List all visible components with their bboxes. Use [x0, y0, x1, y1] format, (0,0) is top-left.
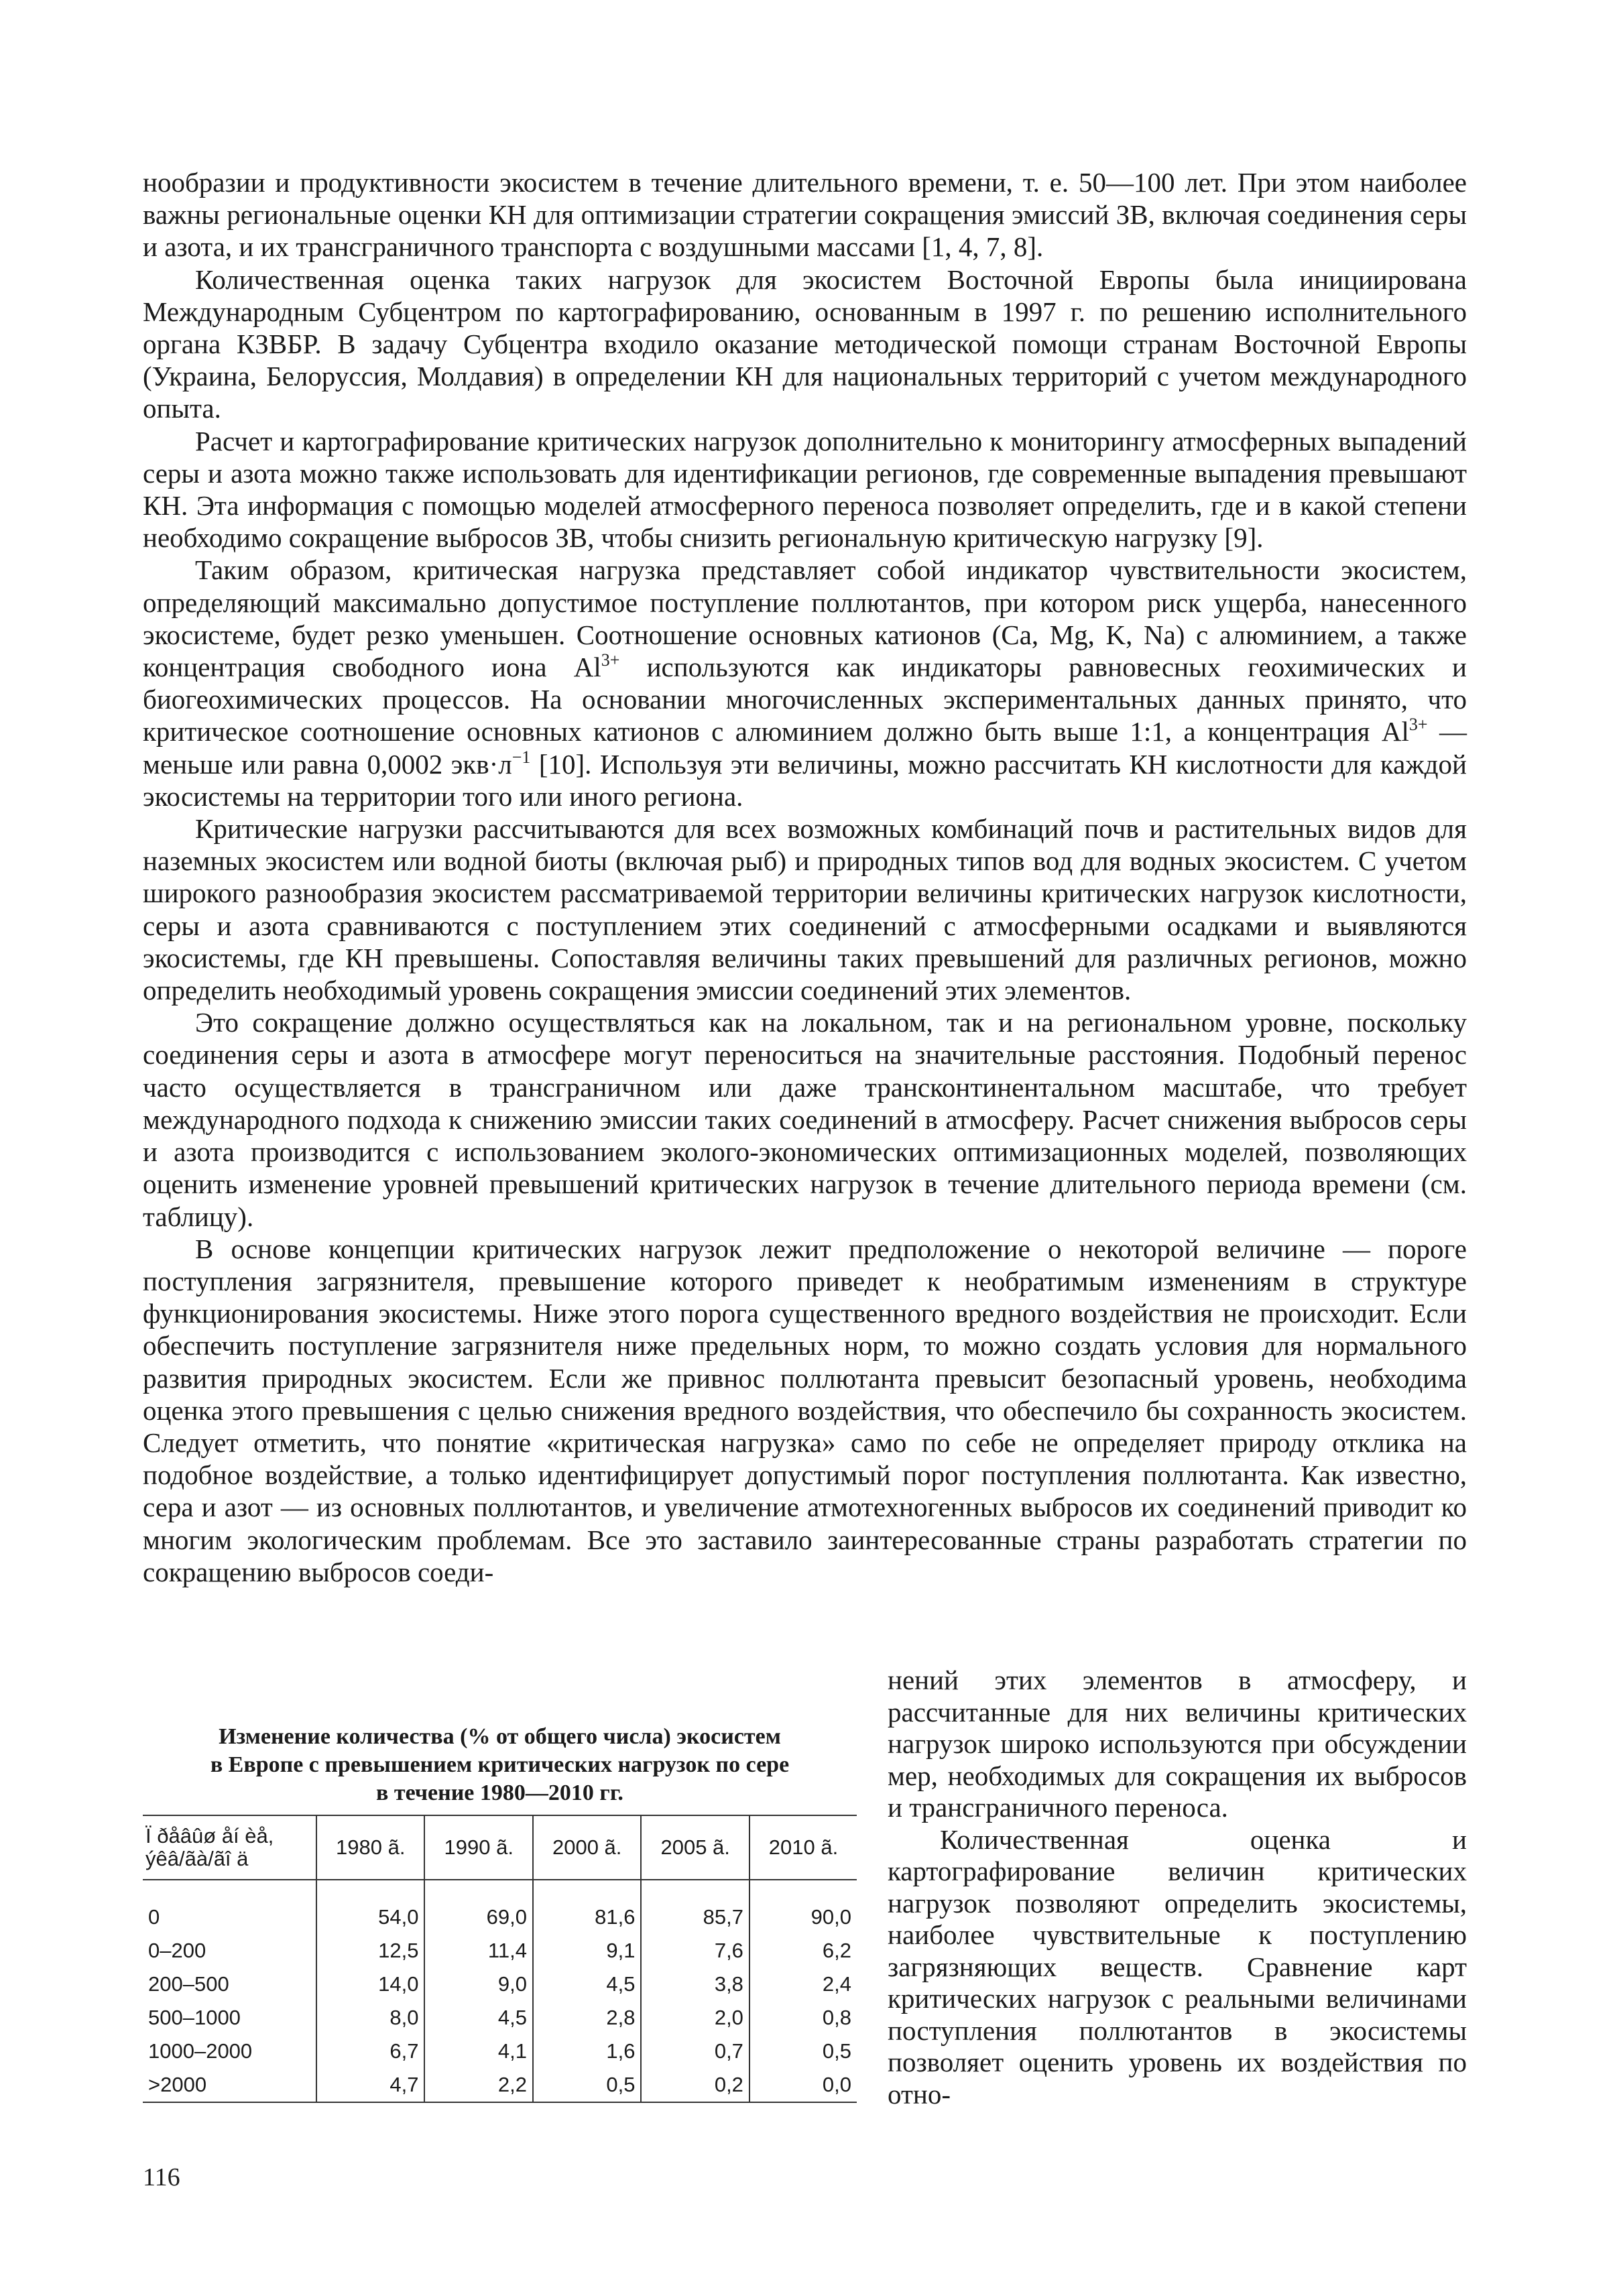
table-caption-line: Изменение количества (% от общего числа) экосистем	[219, 1724, 781, 1749]
right-text-column	[888, 1665, 1467, 2110]
table-cell: 0,7	[641, 2035, 749, 2068]
table-row	[143, 2035, 857, 2068]
row-label: 500–1000	[148, 2006, 241, 2029]
paragraph-6: Это сокращение должно осуществляться как на локальном, так и на региональном уровне, поскольку соединения серы и азота в атмосфере могут переноситься на значительные расстояния. Подобный перенос часто осуществляется в трансграничном или даже трансконтинентальном масштабе, что требует международного подхода к снижению эмиссии таких соединений в атмосферу. Расчет снижения выбросов серы и азота производится с использованием эколого-экономических оптимизационных моделей, позволяющих оценить изменение уровней превышений критических нагрузок в течение длительного периода времени (см. таблицу).	[143, 1007, 1467, 1232]
table-cell: 14,0	[316, 1968, 424, 2001]
table-cell: 2,8	[533, 2001, 641, 2035]
table-caption-line: в Европе с превышением критических нагрузок по сере	[210, 1752, 790, 1777]
corner-header: Ï ðåâûø åí èå, ýêâ/ãà/ãî ä	[143, 1815, 316, 1880]
table-caption-line: в течение 1980—2010 гг.	[376, 1780, 623, 1805]
paragraph-1: нообразии и продуктивности экосистем в течение длительного времени, т. е. 50—100 лет. При этом наиболее важны региональные оценки КН для оптимизации стратегии сокращения эмиссий ЗВ, включая соединения серы и азота, и их трансграничного транспорта с воздушными массами [1, 4, 7, 8].	[143, 167, 1467, 263]
superscript: 3+	[601, 650, 620, 670]
row-label: >2000	[143, 2068, 316, 2102]
table-cell: 0,5	[533, 2068, 641, 2102]
table-cell: 0,0	[749, 2068, 857, 2102]
table-row	[143, 1968, 857, 2001]
table-cell: 7,6	[641, 1934, 749, 1968]
paragraph-4-part-b: используются как индикаторы равновесных геохимических и биогеохимических процессов. На основании многочисленных экспериментальных данных принято, что критическое соотношение основных катионов с алюминием должно быть выше 1:1, а концентрация Al	[143, 652, 1467, 747]
table-cell: 8,0	[316, 2001, 424, 2035]
row-label: 0	[148, 1905, 160, 1929]
paragraph-3: Расчет и картографирование критических нагрузок дополнительно к мониторингу атмосферных выпадений серы и азота можно также использовать для идентификации регионов, где современные выпадения превышают КН. Эта информация с помощью моделей атмосферного переноса позволяет определить, где и в какой степени необходимо сокращение выбросов ЗВ, чтобы снизить региональную критическую нагрузку [9].	[143, 425, 1467, 554]
right-paragraph-2: Количественная оценка и картографирование величин критических нагрузок позволяют определить экосистемы, наиболее чувствительные к поступлению загрязняющих веществ. Сравнение карт критических нагрузок с реальными величинами поступления поллютантов в экосистемы позволяет оценить уровень их воздействия по отно-	[888, 1823, 1467, 2110]
table-row	[143, 1934, 857, 1968]
table-cell: 0,8	[749, 2001, 857, 2035]
paragraph-2: Количественная оценка таких нагрузок для экосистем Восточной Европы была инициирована Международным Субцентром по картографированию, основанным в 1997 г. по решению исполнительного органа КЗВБР. В задачу Субцентра входило оказание методической помощи странам Восточной Европы (Украина, Белоруссия, Молдавия) в определении КН для национальных территорий с учетом международного опыта.	[143, 263, 1467, 424]
table-cell: 3,8	[641, 1968, 749, 2001]
paragraph-4	[143, 554, 1467, 812]
row-label: 0–200	[148, 1939, 206, 1962]
paragraph-4-part-c: — меньше или равна 0,0002 экв·л	[143, 716, 1467, 780]
table-cell: 69,0	[424, 1880, 532, 1934]
table-row	[143, 2001, 857, 2035]
exceedance-table	[143, 1815, 857, 2103]
table-cell: 9,1	[533, 1934, 641, 1968]
row-label: 200–500	[148, 1972, 229, 1996]
year-header: 2005 ã.	[641, 1815, 749, 1880]
year-header: 2010 ã.	[749, 1815, 857, 1880]
paragraph-7: В основе концепции критических нагрузок лежит предположение о некоторой величине — пороге поступления загрязнителя, превышение которого приведет к необратимым изменениям в структуре функционирования экосистемы. Ниже этого порога существенного вредного воздействия не происходит. Если обеспечить поступление загрязнителя ниже предельных норм, то можно создать условия для нормального развития природных экосистем. Если же привнос поллютанта превысит безопасный уровень, необходима оценка этого превышения с целью снижения вредного воздействия, что обеспечило бы сохранность экосистем. Следует отметить, что понятие «критическая нагрузка» само по себе не определяет природу отклика на подобное воздействие, а только идентифицирует допустимый порог поступления поллютанта. Как известно, сера и азот — из основных поллютантов, и увеличение атмотехногенных выбросов их соединений приводит ко многим экологическим проблемам. Все это заставило заинтересованные страны разработать стратегии по сокращению выбросов соеди-	[143, 1233, 1467, 1587]
table-cell: 4,5	[424, 2001, 532, 2035]
year-header: 1980 ã.	[316, 1815, 424, 1880]
table-header-row	[143, 1815, 857, 1880]
table-cell: 4,5	[533, 1968, 641, 2001]
table-cell: 12,5	[316, 1934, 424, 1968]
table-cell: 54,0	[316, 1880, 424, 1934]
table-cell: 4,1	[424, 2035, 532, 2068]
table-cell: 2,0	[641, 2001, 749, 2035]
table-row	[143, 2068, 857, 2102]
row-label: 1000–2000	[148, 2039, 253, 2063]
paragraph-5: Критические нагрузки рассчитываются для всех возможных комбинаций почв и растительных видов для наземных экосистем или водной биоты (включая рыб) и природных типов вод для водных экосистем. С учетом широкого разнообразия экосистем рассматриваемой территории величины критических нагрузок кислотности, серы и азота сравниваются с поступлением этих соединений с атмосферными осадками и выявляются экосистемы, где КН превышены. Сопоставляя величины таких превышений для различных регионов, можно определить необходимый уровень сокращения эмиссии соединений этих элементов.	[143, 813, 1467, 1006]
table-cell: 2,4	[749, 1968, 857, 2001]
table-cell: 6,2	[749, 1934, 857, 1968]
table-row	[143, 1880, 857, 1934]
main-text-column	[143, 166, 1467, 1588]
table-cell: 9,0	[424, 1968, 532, 2001]
table-cell: 85,7	[641, 1880, 749, 1934]
table-cell: 90,0	[749, 1880, 857, 1934]
table-caption	[143, 1723, 857, 1807]
superscript: −1	[512, 747, 531, 767]
table-cell: 4,7	[316, 2068, 424, 2102]
table-cell: 0,5	[749, 2035, 857, 2068]
right-paragraph-1: нений этих элементов в атмосферу, и рассчитанные для них величины критических нагрузок широко используются при обсуждении мер, необходимых для сокращения их выбросов и трансграничного переноса.	[888, 1665, 1467, 1823]
year-header: 1990 ã.	[424, 1815, 532, 1880]
table-cell: 1,6	[533, 2035, 641, 2068]
table-cell: 11,4	[424, 1934, 532, 1968]
table-cell: 0,2	[641, 2068, 749, 2102]
table-cell: 2,2	[424, 2068, 532, 2102]
paragraph-4-part-a: Таким образом, критическая нагрузка представляет собой индикатор чувствительности экосистем, определяющий максимально допустимое поступление поллютантов, при котором риск ущерба, нанесенного экосистеме, будет резко уменьшен. Соотношение основных катионов (Ca, Mg, K, Na) с алюминием, а также концентрация свободного иона Al	[143, 554, 1467, 683]
page-number: 116	[143, 2163, 180, 2191]
table-cell: 81,6	[533, 1880, 641, 1934]
paragraph-4-part-d: [10]. Используя эти величины, можно рассчитать КН кислотности для каждой экосистемы на территории того или иного региона.	[143, 748, 1467, 812]
superscript: 3+	[1408, 715, 1428, 735]
year-header: 2000 ã.	[533, 1815, 641, 1880]
table-cell: 6,7	[316, 2035, 424, 2068]
